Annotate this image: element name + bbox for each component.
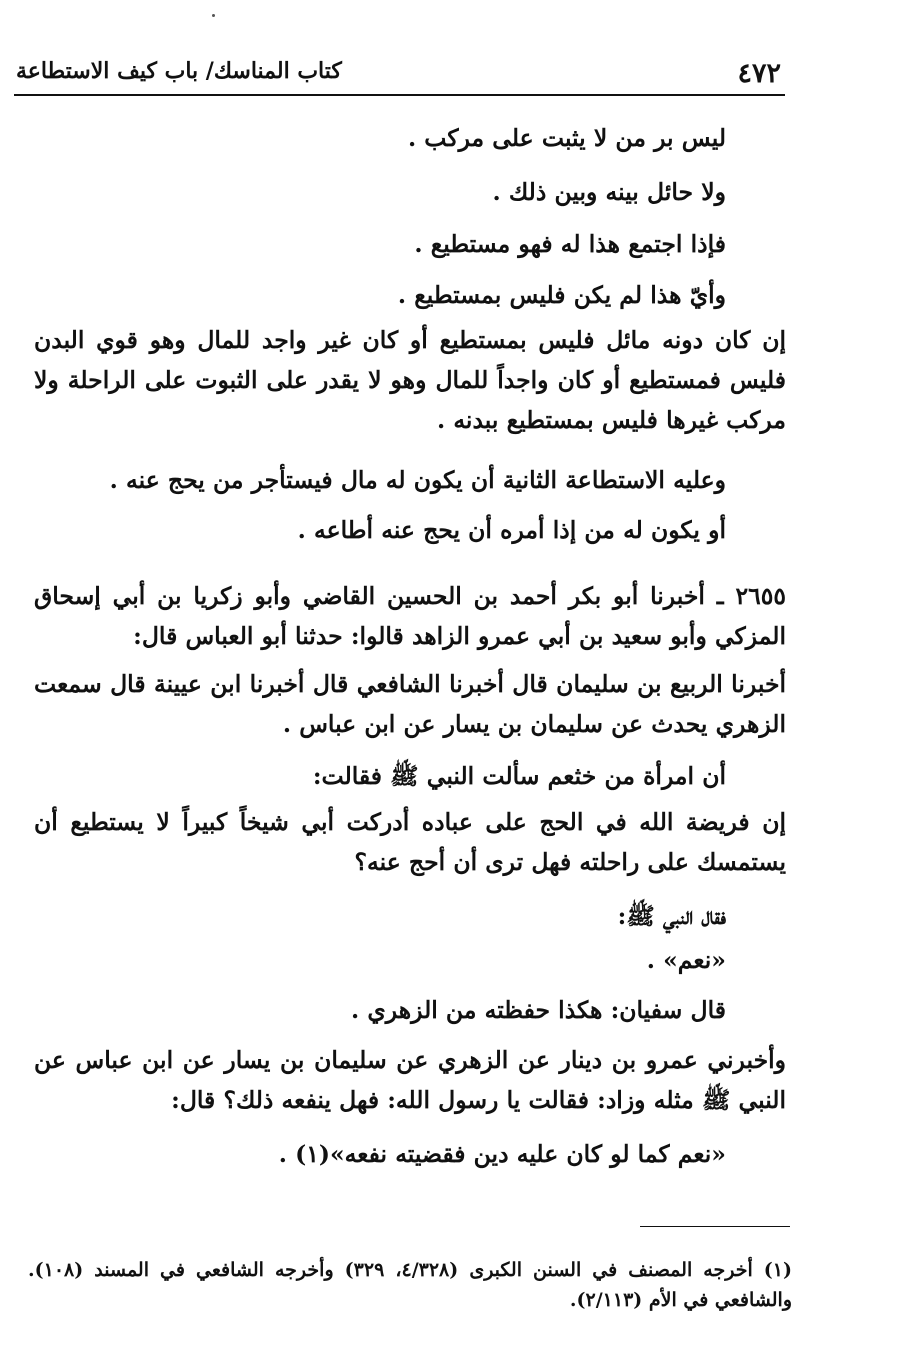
text-line: وأيّ هذا لم يكن فليس بمستطيع . [397, 281, 726, 309]
paragraph: إن فريضة الله في الحج على عباده أدركت أبي شيخاً كبيراً لا يستطيع أن يستمسك على راحلته فهل ترى أن أحج عنه؟ [34, 808, 786, 876]
running-title: كتاب المناسك/ باب كيف الاستطاعة [16, 58, 342, 84]
text-line: ولا حائل بينه وبين ذلك . [492, 178, 726, 206]
paragraph: وأخبرني عمرو بن دينار عن الزهري عن سليمان بن يسار عن ابن عباس عن النبي ﷺ مثله وزاد: فقالت يا رسول الله: فهل ينفعه ذلك؟ قال: [34, 1046, 786, 1114]
scan-speck [212, 14, 215, 17]
text-line: «نعم كما لو كان عليه دين فقضيته نفعه»(١) . [278, 1140, 726, 1168]
text-line: فقال النبي ﷺ: [617, 902, 726, 930]
footnote-divider [640, 1226, 790, 1227]
paragraph: إن كان دونه مائل فليس بمستطيع أو كان غير واجد للمال وهو قوي البدن فليس فمستطيع أو كان واجداً للمال وهو لا يقدر على الثبوت على الراحلة ولا مركب غيرها فليس بمستطيع ببدنه . [34, 326, 786, 434]
page-number: ٤٧٢ [737, 58, 781, 89]
page-header [14, 56, 785, 96]
text-line: ليس بر من لا يثبت على مركب . [407, 124, 726, 152]
text-line: وعليه الاستطاعة الثانية أن يكون له مال فيستأجر من يحج عنه . [109, 466, 726, 494]
text-line: أو يكون له من إذا أمره أن يحج عنه أطاعه . [297, 516, 726, 544]
hadith-chain: ٢٦٥٥ ـ أخبرنا أبو بكر أحمد بن الحسين القاضي وأبو زكريا بن أبي إسحاق المزكي وأبو سعيد بن أبي عمرو الزاهد قالوا: حدثنا أبو العباس قال: [34, 582, 786, 650]
paragraph: أخبرنا الربيع بن سليمان قال أخبرنا الشافعي قال أخبرنا ابن عيينة قال سمعت الزهري يحدث عن سليمان بن يسار عن ابن عباس . [34, 670, 786, 738]
text-line: قال سفيان: هكذا حفظته من الزهري . [350, 996, 726, 1024]
text-line: أن امرأة من خثعم سألت النبي ﷺ فقالت: [312, 762, 726, 790]
text-line: فإذا اجتمع هذا له فهو مستطيع . [414, 230, 726, 258]
text-line: «نعم» . [646, 946, 726, 974]
footnote: (١) أخرجه المصنف في السنن الكبرى (٤/٣٢٨، ٣٢٩) وأخرجه الشافعي في المسند (١٠٨). والشافعي في الأم (٢/١١٣). [28, 1259, 792, 1311]
